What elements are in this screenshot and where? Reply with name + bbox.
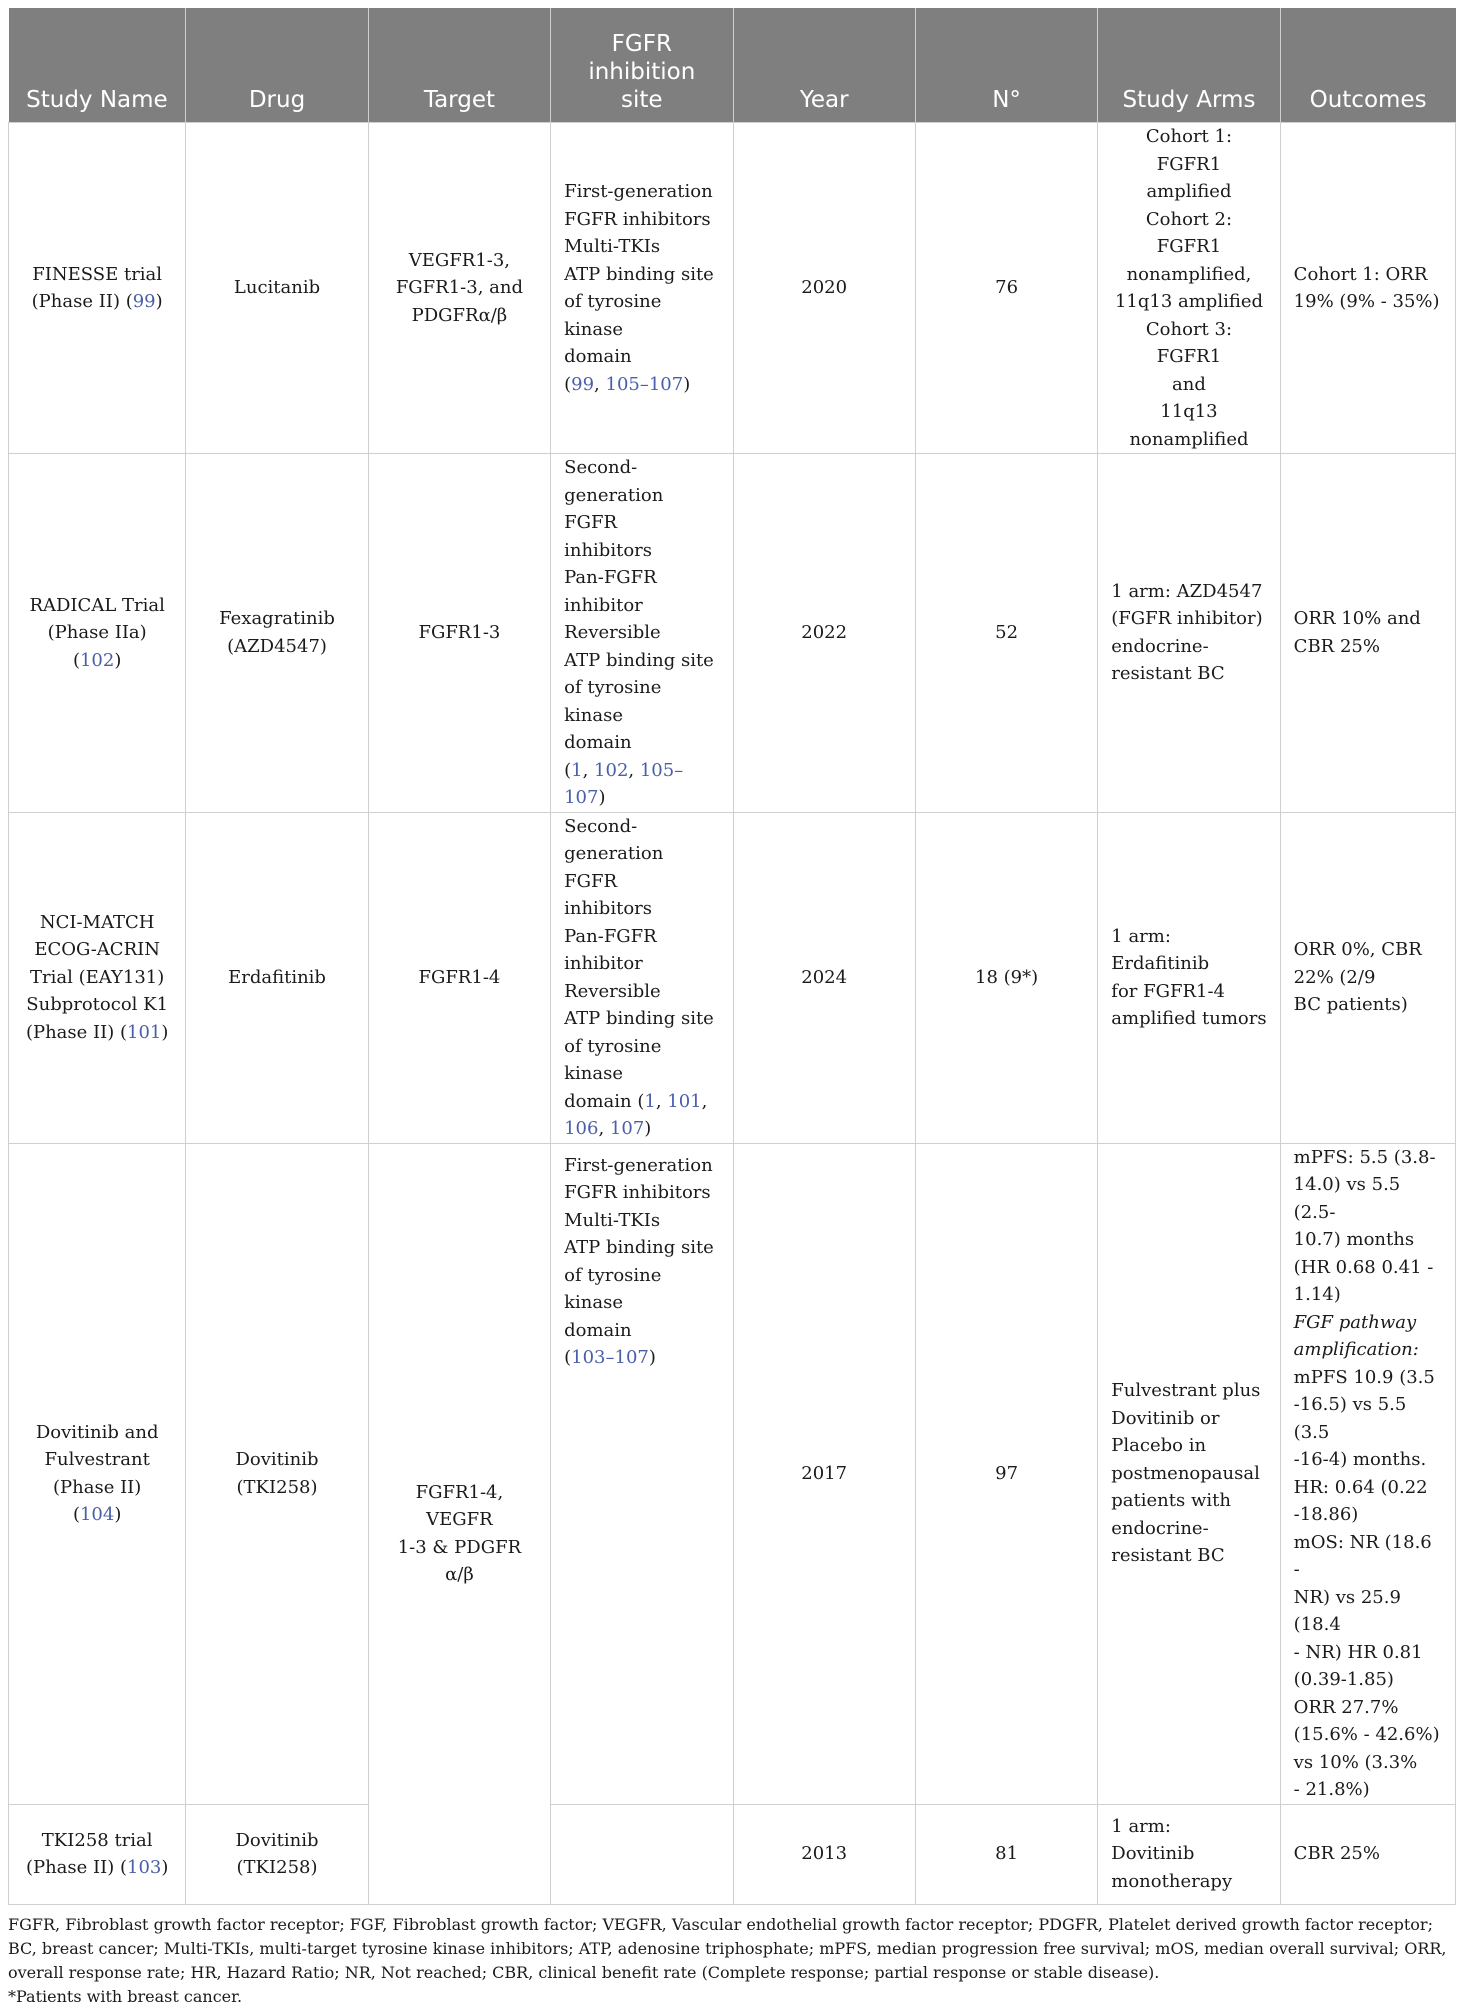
table-row bbox=[9, 812, 1456, 1143]
drug-cell: Fexagratinib (AZD4547) bbox=[186, 454, 368, 813]
reference-link[interactable]: 102 bbox=[594, 759, 629, 781]
inhibition-site-cell: First-generation FGFR inhibitors Multi-TKIs ATP binding site of tyrosine kinase domain (99, 105–107) bbox=[551, 123, 733, 454]
reference-link[interactable]: 107 bbox=[609, 1118, 645, 1139]
n-cell: 76 bbox=[915, 123, 1097, 454]
outcomes-cell: ORR 10% and CBR 25% bbox=[1280, 454, 1455, 813]
inhibition-site-cell bbox=[551, 1804, 733, 1904]
outcomes-cell: mPFS: 5.5 (3.8- 14.0) vs 5.5 (2.5- 10.7) months (HR 0.68 0.41 - 1.14) FGF pathway amplification: mPFS 10.9 (3.5 -16.5) vs 5.5 (3.5 -16-4) months. HR: 0.64 (0.22 -18.86) mOS: NR (18.6 - NR) vs 25.9 (18.4 - NR) HR 0.81 (0.39-1.85) ORR 27.7% (15.6% - 42.6%) vs 10% (3.3% - 21.8%) bbox=[1280, 1143, 1455, 1804]
inhibition-site-cell: Second- generation FGFR inhibitors Pan-FGFR inhibitor Reversible ATP binding site of tyrosine kinase domain (1, 102, 105–107) bbox=[551, 454, 733, 813]
fgfr-trials-table bbox=[8, 8, 1456, 1905]
n-cell: 52 bbox=[915, 454, 1097, 813]
reference-link[interactable]: 104 bbox=[79, 1504, 115, 1525]
study-name-cell: Dovitinib and Fulvestrant (Phase II) (104) bbox=[9, 1143, 186, 1804]
inhibition-site-cell: Second- generation FGFR inhibitors Pan-FGFR inhibitor Reversible ATP binding site of tyrosine kinase domain (1, 101, 106, 107) bbox=[551, 812, 733, 1143]
table-footnote bbox=[8, 1913, 1456, 2009]
reference-link[interactable]: 102 bbox=[79, 649, 115, 671]
study-arms-cell: Fulvestrant plus Dovitinib or Placebo in postmenopausal patients with endocrine- resistant BC bbox=[1098, 1143, 1280, 1804]
n-cell: 18 (9*) bbox=[915, 812, 1097, 1143]
reference-link[interactable]: 99 bbox=[571, 373, 595, 395]
reference-link[interactable]: 103 bbox=[127, 1857, 162, 1878]
year-cell: 2024 bbox=[733, 812, 915, 1143]
n-cell: 97 bbox=[915, 1143, 1097, 1804]
study-name-cell: TKI258 trial (Phase II) (103) bbox=[9, 1804, 186, 1904]
reference-link[interactable]: 103–107 bbox=[571, 1347, 649, 1368]
header-year: Year bbox=[733, 8, 915, 123]
header-study-arms: Study Arms bbox=[1098, 8, 1280, 123]
outcomes-cell: CBR 25% bbox=[1280, 1804, 1455, 1904]
study-arms-cell: 1 arm: AZD4547 (FGFR inhibitor) endocrine- resistant BC bbox=[1098, 454, 1280, 813]
header-target: Target bbox=[368, 8, 550, 123]
outcomes-cell: Cohort 1: ORR 19% (9% - 35%) bbox=[1280, 123, 1455, 454]
target-cell: FGFR1-3 bbox=[368, 454, 550, 813]
reference-link[interactable]: 106 bbox=[564, 1118, 599, 1139]
reference-link[interactable]: 99 bbox=[132, 291, 156, 312]
table-row bbox=[9, 454, 1456, 813]
inhibition-site-cell: First-generation FGFR inhibitors Multi-TKIs ATP binding site of tyrosine kinase domain (103–107) bbox=[551, 1143, 733, 1804]
reference-link[interactable]: 105–107 bbox=[564, 759, 684, 808]
study-arms-cell: Cohort 1: FGFR1 amplified Cohort 2: FGFR1 nonamplified, 11q13 amplified Cohort 3: FGFR1 and 11q13 nonamplified bbox=[1098, 123, 1280, 454]
header-row bbox=[9, 8, 1456, 123]
abbreviations-note: FGFR, Fibroblast growth factor receptor; FGF, Fibroblast growth factor; VEGFR, Vascular endothelial growth factor receptor; PDGFR, Platelet derived growth factor receptor; BC, breast cancer; Multi-TKIs, multi-target tyrosine kinase inhibitors; ATP, adenosine triphosphate; mPFS, median progression free survival; mOS, median overall survival; ORR, overall response rate; HR, Hazard Ratio; NR, Not reached; CBR, clinical benefit rate (Complete response; partial response or stable disease). bbox=[8, 1914, 1447, 1982]
year-cell: 2013 bbox=[733, 1804, 915, 1904]
reference-link[interactable]: 101 bbox=[667, 1090, 702, 1112]
year-cell: 2020 bbox=[733, 123, 915, 454]
header-n: N° bbox=[915, 8, 1097, 123]
reference-link[interactable]: 1 bbox=[571, 759, 583, 781]
table-row bbox=[9, 123, 1456, 454]
study-arms-cell: 1 arm: Dovitinib monotherapy bbox=[1098, 1804, 1280, 1904]
table-row bbox=[9, 1143, 1456, 1804]
asterisk-note: *Patients with breast cancer. bbox=[8, 1986, 243, 2006]
header-study-name: Study Name bbox=[9, 8, 186, 123]
target-cell: FGFR1-4, VEGFR 1-3 & PDGFR α/β bbox=[368, 1143, 550, 1904]
reference-link[interactable]: 105–107 bbox=[605, 373, 684, 395]
study-name-cell: RADICAL Trial (Phase IIa) (102) bbox=[9, 454, 186, 813]
year-cell: 2022 bbox=[733, 454, 915, 813]
target-cell: FGFR1-4 bbox=[368, 812, 550, 1143]
reference-link[interactable]: 1 bbox=[644, 1090, 656, 1112]
study-name-cell: FINESSE trial (Phase II) (99) bbox=[9, 123, 186, 454]
drug-cell: Dovitinib (TKI258) bbox=[186, 1804, 368, 1904]
table-container bbox=[8, 8, 1456, 2009]
header-fgfr-inhibition-site: FGFR inhibition site bbox=[551, 8, 733, 123]
target-cell: VEGFR1-3, FGFR1-3, and PDGFRα/β bbox=[368, 123, 550, 454]
study-arms-cell: 1 arm: Erdafitinib for FGFR1-4 amplified tumors bbox=[1098, 812, 1280, 1143]
table-row bbox=[9, 1804, 1456, 1904]
drug-cell: Lucitanib bbox=[186, 123, 368, 454]
year-cell: 2017 bbox=[733, 1143, 915, 1804]
outcomes-cell: ORR 0%, CBR 22% (2/9 BC patients) bbox=[1280, 812, 1455, 1143]
drug-cell: Dovitinib (TKI258) bbox=[186, 1143, 368, 1804]
drug-cell: Erdafitinib bbox=[186, 812, 368, 1143]
header-drug: Drug bbox=[186, 8, 368, 123]
reference-link[interactable]: 101 bbox=[127, 1021, 162, 1043]
header-outcomes: Outcomes bbox=[1280, 8, 1455, 123]
n-cell: 81 bbox=[915, 1804, 1097, 1904]
study-name-cell: NCI-MATCH ECOG-ACRIN Trial (EAY131) Subprotocol K1 (Phase II) (101) bbox=[9, 812, 186, 1143]
